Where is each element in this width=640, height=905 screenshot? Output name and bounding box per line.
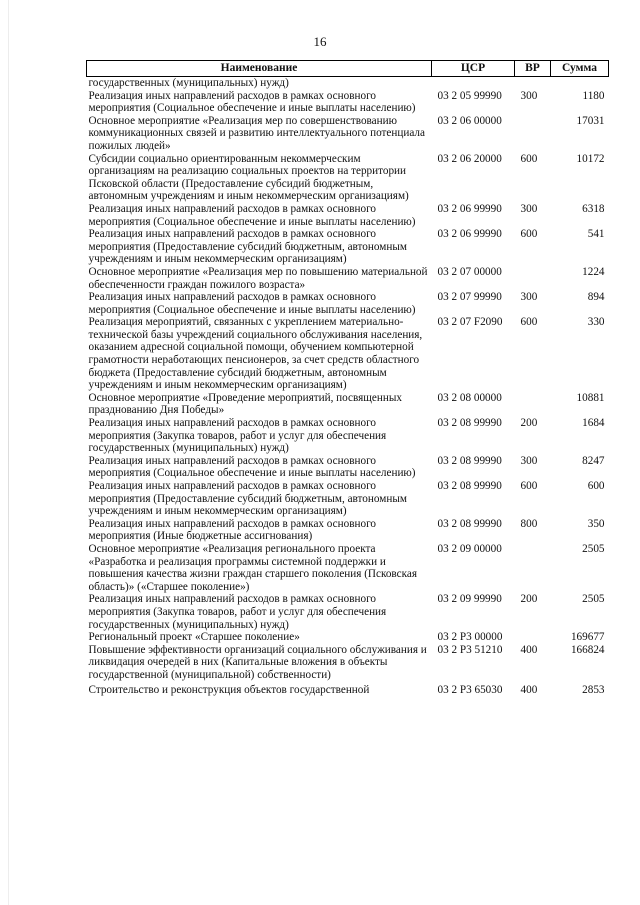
table-row: [87, 77, 609, 90]
row-sum: 2505: [582, 542, 605, 555]
row-vr: 600: [520, 228, 538, 241]
table-row: [87, 518, 609, 543]
row-name: Реализация иных направлений расходов в рамках основного мероприятия (Иные бюджетные ассигнования): [88, 517, 376, 543]
table-row: [87, 266, 609, 291]
row-csr: 03 2 07 99990: [437, 291, 502, 304]
table-header-row: [87, 61, 609, 77]
row-csr: 03 2 07 00000: [437, 265, 502, 278]
row-vr: 200: [520, 593, 538, 606]
row-vr: [515, 631, 551, 644]
table-row: [87, 644, 609, 682]
header-csr: ЦСР: [432, 61, 515, 77]
row-csr: 03 2 08 99990: [437, 417, 502, 430]
table-row: [87, 593, 609, 631]
row-csr: 03 2 06 20000: [437, 152, 502, 165]
row-csr: 03 2 06 99990: [437, 228, 502, 241]
row-vr: 300: [520, 291, 538, 304]
row-vr: [515, 543, 551, 593]
row-vr: 300: [520, 454, 538, 467]
row-name: Основное мероприятие «Реализация мер по совершенствованию коммуникационных связей и развитию интеллектуального потенциала пожилых людей»: [88, 114, 425, 152]
row-csr: 03 2 08 99990: [437, 454, 502, 467]
row-csr: 03 2 05 99990: [437, 89, 502, 102]
row-csr: 03 2 08 99990: [437, 480, 502, 492]
scan-edge: [8, 0, 9, 905]
table-row: [87, 543, 609, 593]
row-vr: [515, 77, 551, 90]
row-csr: 03 2 07 F2090: [437, 316, 503, 329]
row-sum: 1684: [582, 417, 605, 430]
table-row: [87, 90, 609, 115]
table-row: [87, 316, 609, 392]
row-vr: [515, 392, 551, 417]
row-sum: 10881: [576, 391, 605, 404]
header-vr: ВР: [515, 61, 551, 77]
row-name: Реализация иных направлений расходов в рамках основного мероприятия (Закупка товаров, работ и услуг для обеспечения государственных (муниципальных) нужд): [88, 593, 387, 631]
row-sum: 350: [587, 517, 605, 530]
row-csr: 03 2 09 99990: [437, 593, 502, 606]
row-sum: 600: [587, 480, 605, 492]
row-sum: 1224: [582, 265, 605, 278]
row-name: Субсидии социально ориентированным некоммерческим организациям на реализацию социальных проектов на территории Псковской области (Предоставление субсидий бюджетным, автономным учреждениям и иным некоммерческим организациям): [88, 152, 409, 203]
row-sum: 2505: [582, 593, 605, 606]
row-sum: 1180: [582, 89, 605, 102]
row-vr: 300: [520, 89, 538, 102]
row-csr: 03 2 08 00000: [437, 391, 502, 404]
row-csr: 03 2 09 00000: [437, 542, 502, 555]
row-name: Реализация мероприятий, связанных с укреплением материально-технической базы учреждений социального обслуживания населения, оказанием адресной социальной помощи, обучением компьютерной грамотности неработающих пенсионеров, за счет средств областного бюджета (Предоставление субсидий бюджетным, автономным учреждениям и иным некоммерческим организациям): [88, 316, 423, 392]
row-vr: 600: [520, 316, 538, 329]
table-row: [87, 392, 609, 417]
row-vr: 600: [520, 152, 538, 165]
row-sum: [551, 77, 609, 90]
header-name: Наименование: [87, 61, 432, 77]
table-row: [87, 115, 609, 153]
row-name: Реализация иных направлений расходов в рамках основного мероприятия (Социальное обеспечение и иные выплаты населению): [88, 454, 416, 480]
row-sum: 10172: [576, 152, 605, 165]
row-vr: 600: [520, 480, 538, 492]
row-sum: 169677: [570, 631, 605, 644]
table-row: [87, 480, 609, 518]
row-csr: 03 2 06 99990: [437, 202, 502, 215]
row-csr: 03 2 P3 00000: [437, 631, 503, 644]
row-vr: 800: [520, 517, 538, 530]
row-vr: 400: [520, 643, 538, 656]
row-name: Основное мероприятие «Реализация мер по повышению материальной обеспеченности граждан пожилого возраста»: [88, 265, 428, 291]
row-name: Повышение эффективности организаций социального обслуживания и ликвидация очередей в них (Капитальные вложения в объекты государственной (муниципальной) собственности): [88, 643, 427, 681]
page-number: 16: [313, 34, 327, 49]
row-vr: 200: [520, 417, 538, 430]
budget-table: [86, 60, 609, 696]
table-row: [87, 682, 609, 697]
row-csr: 03 2 P3 65030: [437, 683, 503, 696]
row-sum: 2853: [582, 683, 605, 696]
table-row: [87, 631, 609, 644]
row-name: государственных (муниципальных) нужд): [88, 77, 289, 89]
row-name: Строительство и реконструкция объектов государственной: [88, 683, 370, 696]
table-row: [87, 203, 609, 228]
row-vr: 300: [520, 202, 538, 215]
row-vr: [515, 115, 551, 153]
header-sum: Сумма: [551, 61, 609, 77]
table-row: [87, 291, 609, 316]
row-sum: 541: [587, 228, 605, 241]
row-sum: 6318: [582, 202, 605, 215]
row-csr: 03 2 P3 51210: [437, 643, 503, 656]
row-vr: [515, 266, 551, 291]
row-sum: 8247: [582, 454, 605, 467]
row-name: Региональный проект «Старшее поколение»: [88, 631, 300, 644]
row-name: Основное мероприятие «Реализация регионального проекта «Разработка и реализация программы системной поддержки и повышения качества жизни граждан старшего поколения (Псковская область)» («Старшее поколение»): [88, 542, 417, 593]
table-row: [87, 153, 609, 203]
table-row: [87, 228, 609, 266]
table-row: [87, 455, 609, 480]
row-csr: [432, 77, 515, 90]
row-name: Реализация иных направлений расходов в рамках основного мероприятия (Социальное обеспечение и иные выплаты населению): [88, 291, 416, 316]
row-name: Основное мероприятие «Проведение мероприятий, посвященных празднованию Дня Победы»: [88, 391, 402, 417]
row-sum: 166824: [570, 643, 605, 656]
row-name: Реализация иных направлений расходов в рамках основного мероприятия (Социальное обеспечение и иные выплаты населению): [88, 89, 416, 115]
row-name: Реализация иных направлений расходов в рамках основного мероприятия (Предоставление субсидий бюджетным, автономным учреждениям и иным некоммерческим организациям): [88, 228, 407, 266]
row-name: Реализация иных направлений расходов в рамках основного мероприятия (Социальное обеспечение и иные выплаты населению): [88, 202, 416, 228]
row-vr: 400: [520, 683, 538, 696]
row-name: Реализация иных направлений расходов в рамках основного мероприятия (Закупка товаров, работ и услуг для обеспечения государственных (муниципальных) нужд): [88, 417, 387, 455]
row-sum: 330: [587, 316, 605, 329]
row-name: Реализация иных направлений расходов в рамках основного мероприятия (Предоставление субсидий бюджетным, автономным учреждениям и иным некоммерческим организациям): [88, 480, 407, 518]
row-sum: 17031: [576, 114, 605, 127]
row-sum: 894: [587, 291, 605, 304]
table-row: [87, 417, 609, 455]
row-csr: 03 2 08 99990: [437, 517, 502, 530]
row-csr: 03 2 06 00000: [437, 114, 502, 127]
